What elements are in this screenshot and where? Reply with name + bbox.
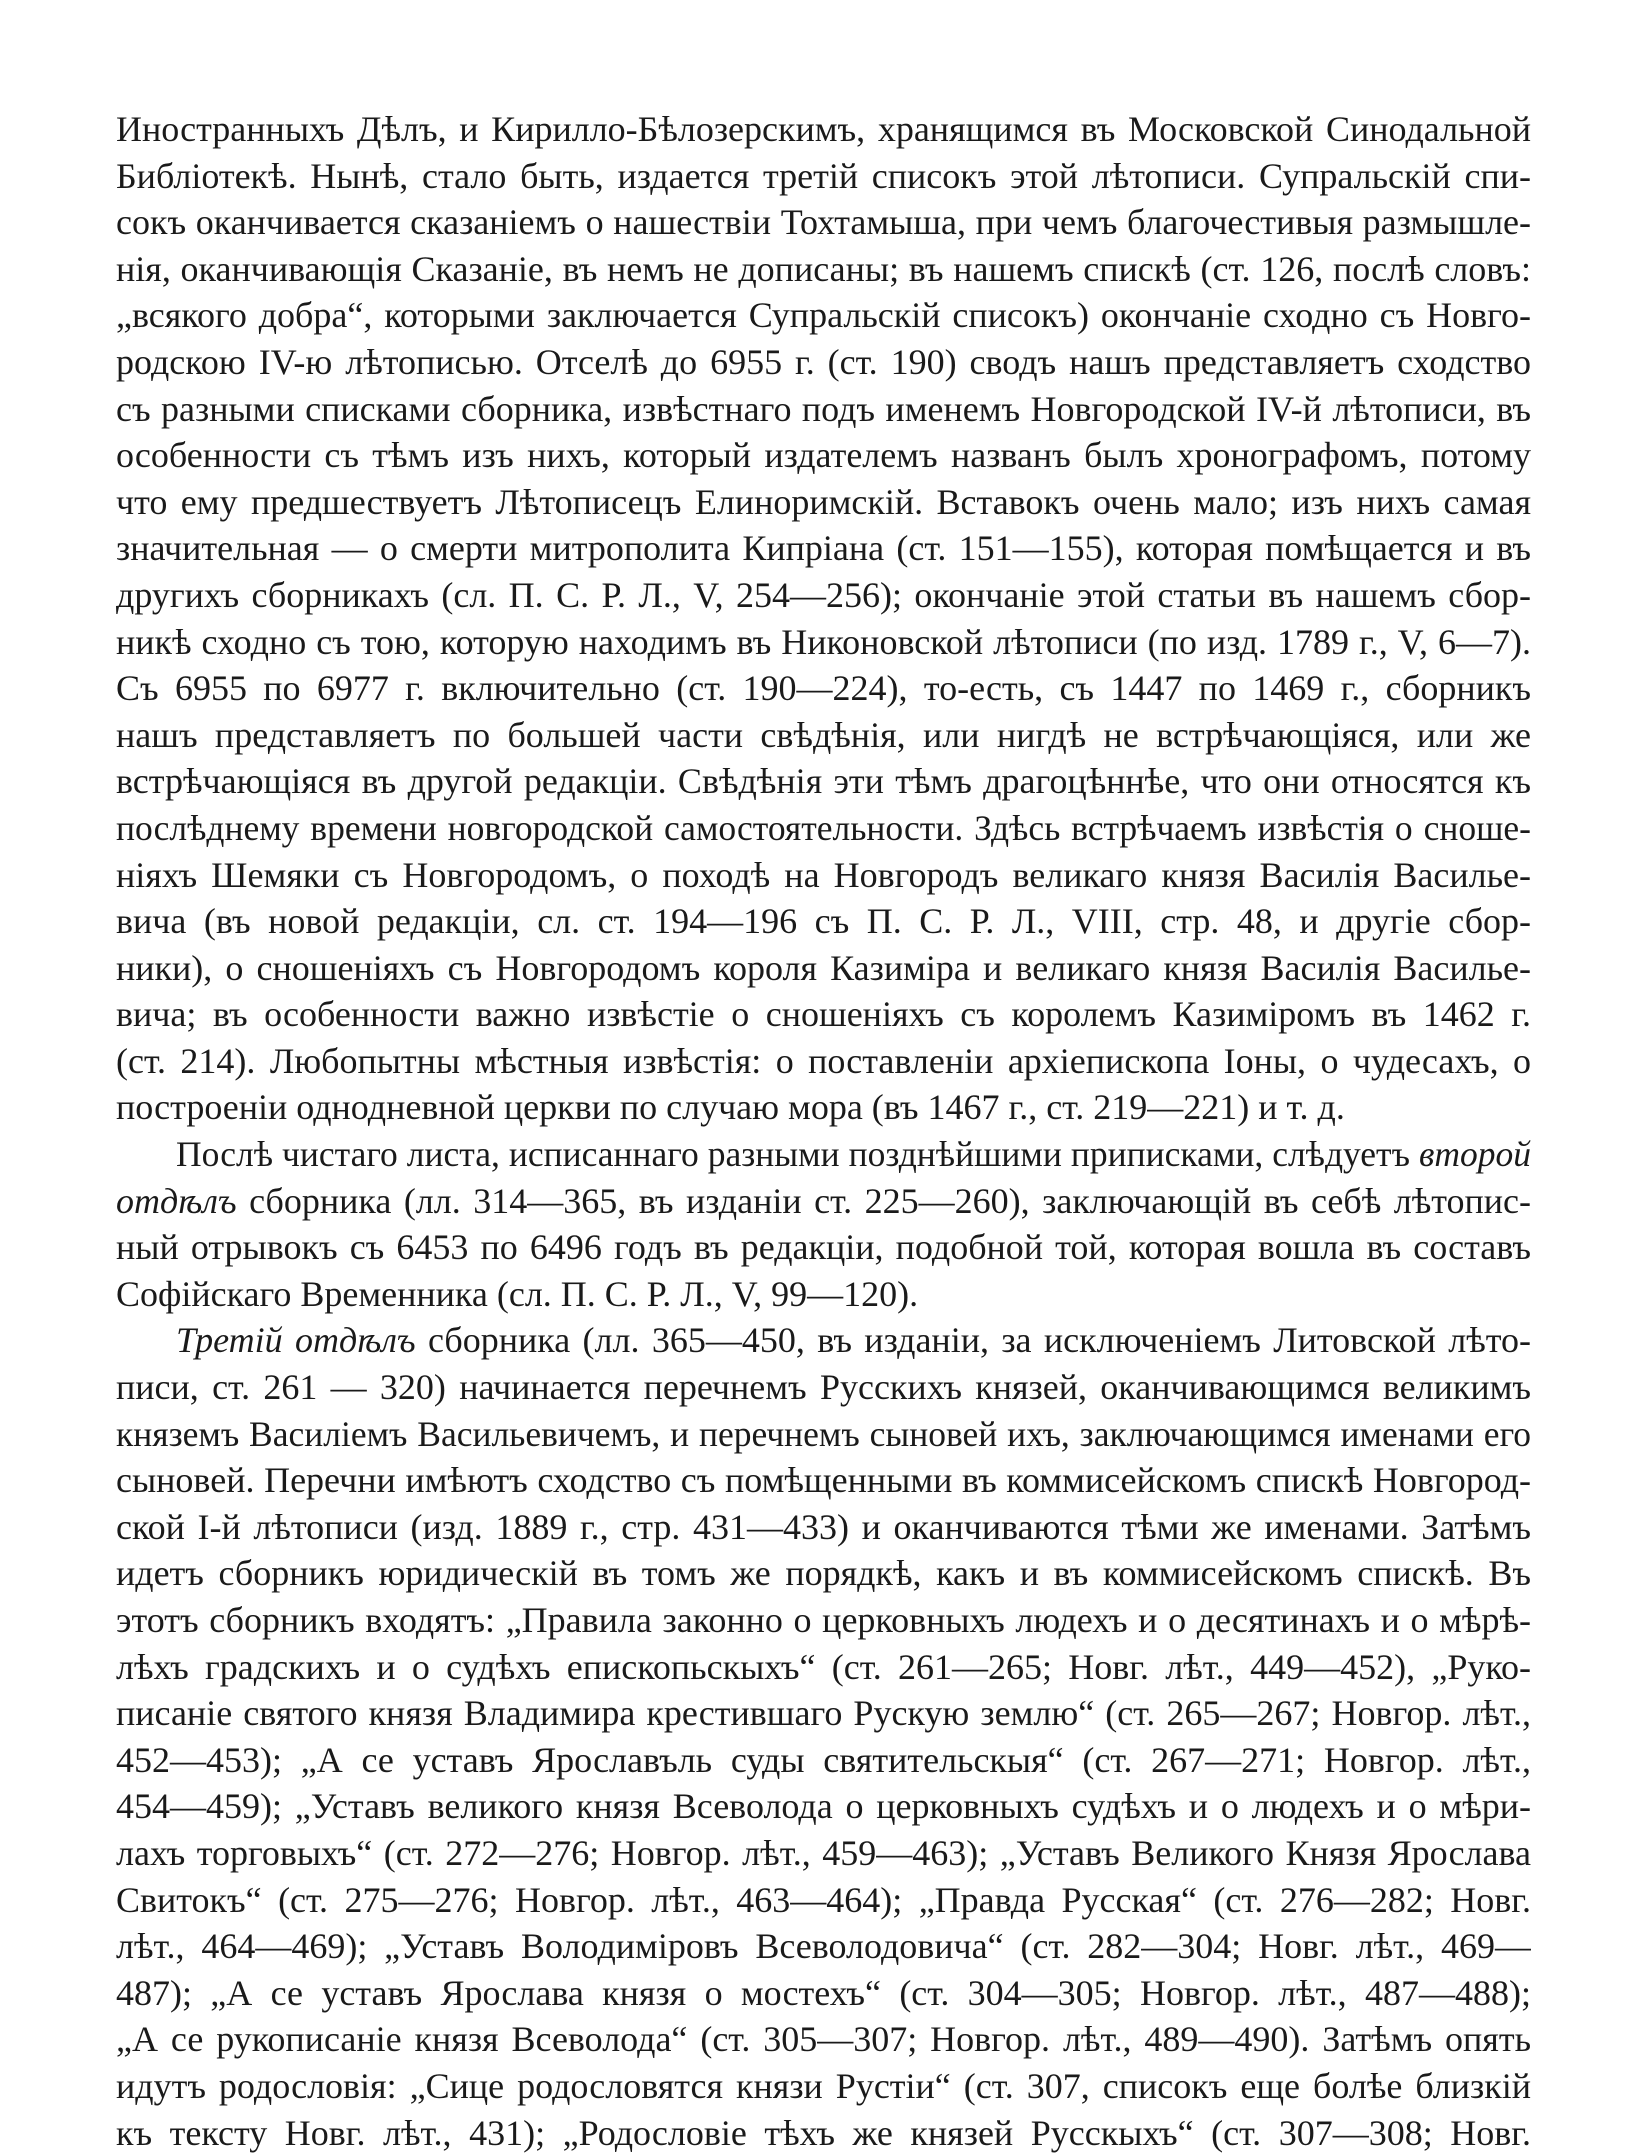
text-line: что ему предшествуетъ Лѣтописецъ Елиноримскій. Вставокъ очень мало; изъ нихъ самая [116, 481, 1531, 522]
text-run: сборника (лл. 365—450, въ изданіи, за исключеніемъ Литовской лѣто- [427, 1320, 1531, 1361]
text-line: лѣхъ градскихъ и о судѣхъ епископьскыхъ“ (ст. 261—265; Новг. лѣт., 449—452), „Руко- [116, 1646, 1531, 1687]
text-line: 454—459); „Уставъ великого князя Всеволода о церковныхъ судѣхъ и о людехъ и о мѣри- [116, 1786, 1531, 1827]
text-line: родскою IV-ю лѣтописью. Отселѣ до 6955 г. (ст. 190) сводъ нашъ представляетъ сходство [116, 341, 1531, 382]
text-line: ской I-й лѣтописи (изд. 1889 г., стр. 431—433) и оканчиваются тѣми же именами. Затѣмъ [116, 1506, 1531, 1547]
paragraph-1 [116, 106, 1531, 1131]
text-line: ники), о сношеніяхъ съ Новгородомъ короля Казиміра и великаго князя Василія Василье- [116, 947, 1531, 988]
text-line: „всякого добра“, которыми заключается Супральскій списокъ) окончаніе сходно съ Новго- [116, 295, 1531, 336]
text-line: сыновей. Перечни имѣютъ сходство съ помѣщенными въ коммисейскомъ спискѣ Новгород- [116, 1460, 1531, 1501]
text-line: ніяхъ Шемяки съ Новгородомъ, о походѣ на Новгородъ великаго князя Василія Василье- [116, 854, 1531, 895]
text-line: значительная — о смерти митрополита Кипріана (ст. 151—155), которая помѣщается и въ [116, 528, 1531, 569]
paragraph-2 [116, 1131, 1531, 1317]
text-line: Софійскаго Временника (сл. П. С. Р. Л., V, 99—120). [116, 1273, 919, 1314]
text-line: „А се рукописаніе князя Всеволода“ (ст. 305—307; Новгор. лѣт., 489—490). Затѣмъ опять [116, 2019, 1531, 2060]
text-line: 487); „А се уставъ Ярослава князя о мостехъ“ (ст. 304—305; Новгор. лѣт., 487—488); [116, 1972, 1531, 2013]
italic-term: отдѣлъ [116, 1180, 237, 1221]
text-line: писаніе святого князя Владимира крестившаго Рускую землю“ (ст. 265—267; Новгор. лѣт., [116, 1693, 1531, 1734]
text-line: (ст. 214). Любопытны мѣстныя извѣстія: о поставленіи архіепископа Іоны, о чудесахъ, о [116, 1040, 1531, 1081]
text-run: сборника (лл. 314—365, въ изданіи ст. 225—260), заключающій въ себѣ лѣтопис- [249, 1180, 1531, 1221]
text-line: послѣднему времени новгородской самостоятельности. Здѣсь встрѣчаемъ извѣстія о сноше- [116, 807, 1531, 848]
text-line [116, 1317, 1531, 1364]
text-line: другихъ сборникахъ (сл. П. С. Р. Л., V, 254—256); окончаніе этой статьи въ нашемъ сбор- [116, 574, 1531, 615]
text-line: встрѣчающіяся въ другой редакціи. Свѣдѣнія эти тѣмъ драгоцѣннѣе, что они относятся къ [116, 761, 1531, 802]
italic-term: Третій отдѣлъ [176, 1320, 416, 1361]
text-line: идетъ сборникъ юридическій въ томъ же порядкѣ, какъ и въ коммисейскомъ спискѣ. Въ [116, 1553, 1531, 1594]
paragraph-3 [116, 1317, 1531, 2156]
text-line: Съ 6955 по 6977 г. включительно (ст. 190—224), то-есть, съ 1447 по 1469 г., сборникъ [116, 668, 1531, 709]
text-line: Иностранныхъ Дѣлъ, и Кирилло-Бѣлозерскимъ, хранящимся въ Московской Синодальной [116, 109, 1531, 149]
text-line: особенности съ тѣмъ изъ нихъ, который издателемъ названъ былъ хронографомъ, потому [116, 435, 1531, 476]
text-line: вича (въ новой редакціи, сл. ст. 194—196 съ П. С. Р. Л., VIII, стр. 48, и другіе сбор- [116, 901, 1531, 942]
text-line: княземъ Василіемъ Васильевичемъ, и перечнемъ сыновей ихъ, заключающимся именами его [116, 1413, 1531, 1454]
text-line [116, 1131, 1531, 1178]
text-line: 452—453); „А се уставъ Ярославъль суды святительскыя“ (ст. 267—271; Новгор. лѣт., [116, 1739, 1531, 1780]
text-line: Свитокъ“ (ст. 275—276; Новгор. лѣт., 463—464); „Правда Русская“ (ст. 276—282; Новг. [116, 1879, 1531, 1920]
text-line: лѣт., 464—469); „Уставъ Володиміровъ Всеволодовича“ (ст. 282—304; Новг. лѣт., 469— [116, 1926, 1531, 1967]
text-line: лахъ торговыхъ“ (ст. 272—276; Новгор. лѣт., 459—463); „Уставъ Великого Князя Ярослава [116, 1832, 1531, 1873]
text-line: этотъ сборникъ входятъ: „Правила законно о церковныхъ людехъ и о десятинахъ и о мѣрѣ- [116, 1600, 1531, 1640]
text-line: построеніи однодневной церкви по случаю мора (въ 1467 г., ст. 219—221) и т. д. [116, 1087, 1345, 1128]
text-line: ный отрывокъ съ 6453 по 6496 годъ въ редакціи, подобной той, которая вошла въ составъ [116, 1227, 1531, 1268]
text-line: съ разными списками сборника, извѣстнаго подъ именемъ Новгородской IV-й лѣтописи, въ [116, 388, 1531, 429]
text-line: вича; въ особенности важно извѣстіе о сношеніяхъ съ королемъ Казиміромъ въ 1462 г. [116, 994, 1531, 1035]
text-line: никѣ сходно съ тою, которую находимъ въ Никоновской лѣтописи (по изд. 1789 г., V, 6—7). [116, 621, 1531, 662]
text-line: Библіотекѣ. Нынѣ, стало быть, издается третій списокъ этой лѣтописи. Супральскій спи- [116, 155, 1531, 196]
text-line: писи, ст. 261 — 320) начинается перечнемъ Русскихъ князей, оканчивающимся великимъ [116, 1367, 1531, 1408]
text-line: сокъ оканчивается сказаніемъ о нашествіи Тохтамыша, при чемъ благочестивыя размышле- [116, 202, 1531, 243]
text-line: нія, оканчивающія Сказаніе, въ немъ не дописаны; въ нашемъ спискѣ (ст. 126, послѣ словъ: [116, 248, 1531, 289]
text-line: идутъ родословія: „Сице родословятся князи Рустіи“ (ст. 307, списокъ еще болѣе близкій [116, 2065, 1531, 2106]
italic-term: второй [1418, 1134, 1531, 1175]
text-line: нашъ представляетъ по большей части свѣдѣнія, или нигдѣ не встрѣчающіяся, или же [116, 714, 1531, 755]
text-line [116, 1178, 1531, 1225]
text-line: къ тексту Новг. лѣт., 431); „Родословіе тѣхъ же князей Русскыхъ“ (ст. 307—308; Новг. [116, 2112, 1531, 2153]
text-run: Послѣ чистаго листа, исписаннаго разными позднѣйшими приписками, слѣдуетъ [176, 1134, 1410, 1175]
